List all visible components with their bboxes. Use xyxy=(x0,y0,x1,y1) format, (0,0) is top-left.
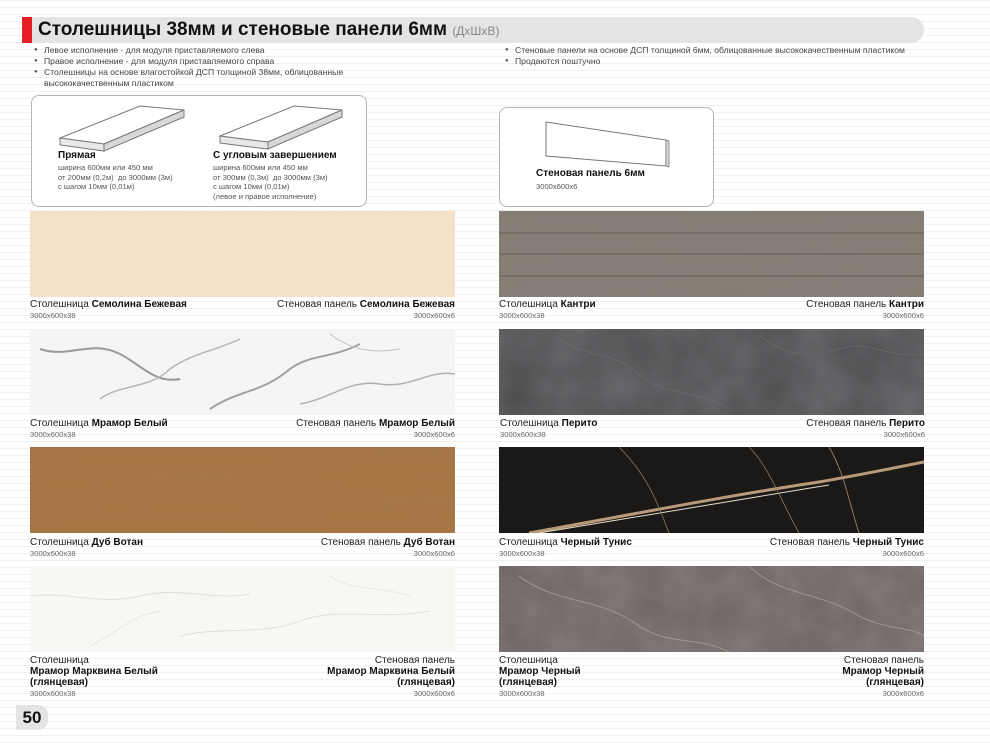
caption-prefix: Стеновая панель xyxy=(843,655,924,666)
caption-name: Кантри xyxy=(560,299,596,310)
caption-top-marble-black xyxy=(499,655,581,699)
caption-size: 3000х600х38 xyxy=(500,430,546,439)
caption-panel-marble-black xyxy=(842,655,924,699)
straight-countertop-illustration xyxy=(52,100,192,156)
caption-name: Мрамор Марквина Белый xyxy=(30,666,158,677)
caption-panel-oak-votan xyxy=(321,537,455,559)
bullet-item: ● Стеновые панели на основе ДСП толщиной 6мм, облицованные высококачественным пластиком xyxy=(503,45,923,56)
caption-panel-marble-white xyxy=(296,418,455,440)
caption-size: 3000х600х38 xyxy=(499,311,545,320)
caption-size: 3000х600х6 xyxy=(413,549,455,558)
caption-size: 3000х600х38 xyxy=(30,549,76,558)
caption-size: 3000х600х38 xyxy=(30,689,76,698)
caption-name: Перито xyxy=(889,418,925,429)
shape-corner-name: С угловым завершением xyxy=(213,150,337,161)
caption-prefix: Стеновая панель xyxy=(276,299,360,310)
swatch-perito xyxy=(499,329,924,415)
caption-size: 3000х600х38 xyxy=(30,430,76,439)
swatch-semolina xyxy=(30,211,455,297)
wall-panel-box xyxy=(499,107,714,207)
caption-prefix: Столешница xyxy=(30,299,92,310)
caption-panel-black-tunis xyxy=(770,537,924,559)
caption-top-perito xyxy=(500,418,598,440)
caption-name: Мрамор Белый xyxy=(378,418,455,429)
caption-prefix: Стеновая панель xyxy=(806,418,890,429)
caption-name: Черный Тунис xyxy=(560,537,632,548)
caption-panel-semolina xyxy=(277,299,455,321)
caption-prefix: Столешница xyxy=(30,418,92,429)
swatch-black-tunis xyxy=(499,447,924,533)
caption-name: Черный Тунис xyxy=(852,537,924,548)
caption-prefix: Стеновая панель xyxy=(296,418,379,429)
bullet-item: ● Правое исполнение - для модуля приставляемого справа xyxy=(32,56,412,67)
caption-name: Мрамор Черный xyxy=(842,666,924,677)
wall-panel-illustration xyxy=(540,116,680,176)
caption-prefix: Стеновая панель xyxy=(374,655,455,666)
caption-size: 3000х600х38 xyxy=(30,311,76,320)
caption-panel-perito xyxy=(806,418,925,440)
caption-prefix: Столешница xyxy=(499,299,561,310)
caption-name: Семолина Бежевая xyxy=(359,299,455,310)
caption-size: 3000х600х6 xyxy=(882,311,924,320)
caption-name: Семолина Бежевая xyxy=(91,299,187,310)
caption-size: 3000х600х6 xyxy=(882,549,924,558)
bullet-item: ● Столешницы на основе влагостойкой ДСП толщиной 38мм, облицованные высококачественным пластиком xyxy=(32,67,412,89)
caption-prefix: Стеновая панель xyxy=(320,537,404,548)
swatch-oak-votan xyxy=(30,447,455,533)
caption-size: 3000х600х6 xyxy=(413,311,455,320)
caption-prefix: Столешница xyxy=(30,537,92,548)
page-title xyxy=(38,18,499,43)
shape-corner-desc: ширина 600мм или 450 мм от 300мм (0,3м) до 3000мм (3м) с шагом 10мм (0,01м) (левое и правое исполнение) xyxy=(213,163,328,201)
caption-prefix: Столешница xyxy=(500,418,562,429)
caption-panel-kantri xyxy=(806,299,924,321)
caption-name: Мрамор Черный xyxy=(499,666,581,677)
caption-name: Дуб Вотан xyxy=(403,537,455,548)
bullets-right xyxy=(503,45,923,67)
caption-top-kantri xyxy=(499,299,596,321)
caption-prefix: Столешница xyxy=(30,655,89,666)
page-title-dims: (ДхШхВ) xyxy=(452,24,500,38)
corner-countertop-illustration xyxy=(210,100,350,156)
caption-size: 3000х600х6 xyxy=(413,430,455,439)
caption-name: Кантри xyxy=(889,299,924,310)
caption-top-oak-votan xyxy=(30,537,143,559)
shape-straight-name: Прямая xyxy=(58,150,96,161)
bullet-item: ● Левое исполнение - для модуля приставляемого слева xyxy=(32,45,412,56)
page-number: 50 xyxy=(16,705,48,730)
caption-name: Дуб Вотан xyxy=(91,537,143,548)
caption-size: 3000х600х6 xyxy=(882,689,924,698)
caption-name: Мрамор Марквина Белый xyxy=(327,666,455,677)
title-accent xyxy=(22,17,32,43)
swatch-marquina-white xyxy=(30,566,455,652)
caption-size: 3000х600х6 xyxy=(883,430,925,439)
shape-panel-name: Стеновая панель 6мм xyxy=(536,168,645,179)
shape-panel-desc: 3000х600х6 xyxy=(536,182,578,191)
caption-panel-marquina xyxy=(327,655,455,699)
caption-name-2: (глянцевая) xyxy=(499,677,557,688)
caption-prefix: Стеновая панель xyxy=(769,537,853,548)
caption-top-marble-white xyxy=(30,418,168,440)
bullet-item: ● Продаются поштучно xyxy=(503,56,923,67)
bullets-left xyxy=(32,45,412,89)
caption-prefix: Столешница xyxy=(499,537,561,548)
caption-prefix: Столешница xyxy=(499,655,558,666)
swatch-kantri xyxy=(499,211,924,297)
caption-prefix: Стеновая панель xyxy=(806,299,890,310)
caption-size: 3000х600х6 xyxy=(413,689,455,698)
caption-size: 3000х600х38 xyxy=(499,689,545,698)
caption-top-black-tunis xyxy=(499,537,632,559)
caption-top-marquina xyxy=(30,655,158,699)
caption-name: Перито xyxy=(561,418,598,429)
caption-top-semolina xyxy=(30,299,187,321)
shape-straight-desc: ширина 600мм или 450 мм от 200мм (0,2м) до 3000мм (3м) с шагом 10мм (0,01м) xyxy=(58,163,173,192)
caption-name-2: (глянцевая) xyxy=(866,677,924,688)
countertop-shapes-box xyxy=(31,95,367,207)
swatch-marble-white xyxy=(30,329,455,415)
page-title-text: Столешницы 38мм и стеновые панели 6мм xyxy=(38,19,448,40)
swatch-marble-black xyxy=(499,566,924,652)
caption-name: Мрамор Белый xyxy=(91,418,168,429)
caption-name-2: (глянцевая) xyxy=(30,677,88,688)
caption-name-2: (глянцевая) xyxy=(397,677,455,688)
caption-size: 3000х600х38 xyxy=(499,549,545,558)
